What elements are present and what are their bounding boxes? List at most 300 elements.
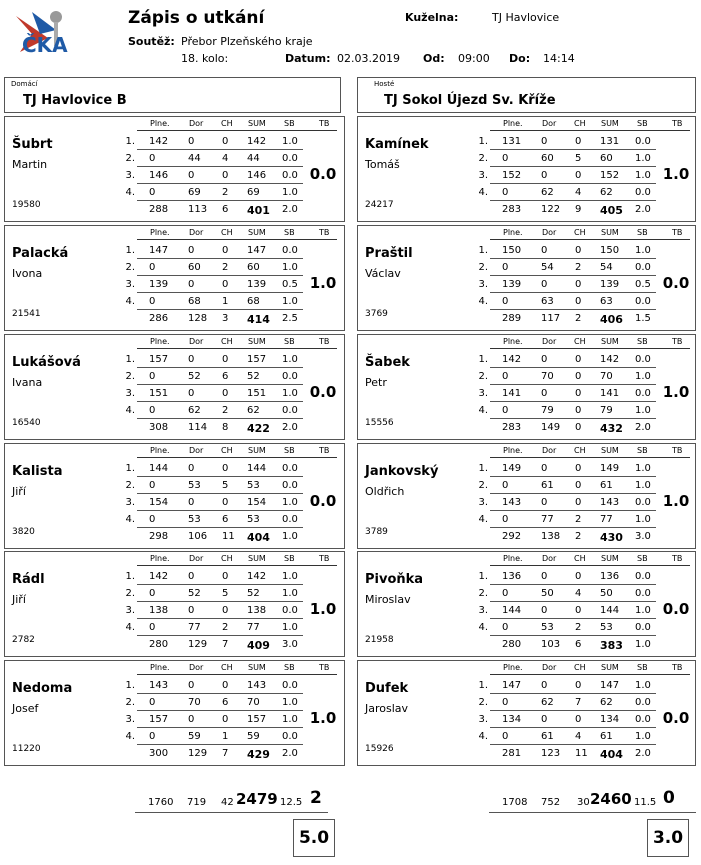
row-number: 1. — [478, 354, 488, 365]
row-number: 4. — [125, 731, 135, 742]
row-value: 1.0 — [282, 187, 298, 198]
total-value: 2.0 — [282, 748, 298, 759]
row-number: 1. — [125, 680, 135, 691]
row-value: 131 — [600, 136, 620, 147]
player-points: 0.0 — [309, 383, 337, 401]
row-value: 0 — [149, 480, 156, 491]
row-number: 4. — [478, 296, 488, 307]
row-value: 0 — [149, 187, 156, 198]
row-value: 139 — [149, 279, 169, 290]
column-header-sum: SUM — [248, 663, 266, 672]
tb-underline — [303, 130, 337, 131]
total-value: 298 — [149, 531, 169, 542]
column-header-sb: SB — [284, 446, 295, 455]
home-final-tb: 2 — [310, 788, 322, 808]
round-label: 18. kolo: — [181, 52, 229, 65]
row-number: 1. — [125, 136, 135, 147]
row-underline — [490, 401, 656, 402]
player-first-name: Václav — [365, 267, 401, 280]
player-points: 1.0 — [309, 600, 337, 618]
row-value: 1.0 — [282, 388, 298, 399]
header-underline — [137, 457, 303, 458]
row-value: 0 — [575, 296, 582, 307]
row-underline — [137, 166, 303, 167]
header-underline — [490, 130, 656, 131]
away-total-line — [489, 812, 696, 813]
row-number: 1. — [478, 463, 488, 474]
column-header-sb: SB — [284, 228, 295, 237]
total-value: 3.0 — [635, 531, 651, 542]
tb-underline — [303, 565, 337, 566]
row-underline — [137, 601, 303, 602]
row-value: 0.0 — [635, 187, 651, 198]
row-value: 136 — [502, 571, 522, 582]
total-value: 2 — [575, 313, 582, 324]
column-header-sb: SB — [284, 119, 295, 128]
away-final-dor: 752 — [541, 797, 561, 808]
row-value: 0 — [188, 136, 195, 147]
row-value: 134 — [600, 714, 620, 725]
row-value: 5 — [222, 588, 229, 599]
column-header-ch: CH — [574, 228, 586, 237]
row-value: 60 — [188, 262, 201, 273]
row-value: 1.0 — [282, 136, 298, 147]
row-underline — [490, 166, 656, 167]
row-value: 0 — [575, 405, 582, 416]
player-first-name: Martin — [12, 158, 48, 171]
total-value: 289 — [502, 313, 522, 324]
column-header-plne: Plne. — [150, 119, 170, 128]
row-value: 2 — [575, 262, 582, 273]
row-value: 154 — [247, 497, 267, 508]
player-surname: Lukášová — [12, 355, 81, 370]
row-value: 144 — [247, 463, 267, 474]
row-value: 149 — [600, 463, 620, 474]
row-value: 0.0 — [282, 405, 298, 416]
row-number: 2. — [125, 153, 135, 164]
row-underline — [137, 183, 303, 184]
column-header-tb: TB — [672, 663, 683, 672]
row-value: 68 — [247, 296, 260, 307]
row-number: 1. — [478, 245, 488, 256]
row-number: 3. — [478, 279, 488, 290]
row-value: 0 — [149, 153, 156, 164]
row-underline — [137, 527, 303, 528]
tb-underline — [656, 348, 690, 349]
player-id: 19580 — [12, 200, 41, 210]
row-value: 0 — [541, 463, 548, 474]
row-number: 2. — [478, 371, 488, 382]
row-value: 69 — [247, 187, 260, 198]
row-number: 3. — [478, 605, 488, 616]
column-header-plne: Plne. — [150, 337, 170, 346]
row-value: 0 — [541, 680, 548, 691]
row-number: 2. — [125, 262, 135, 273]
row-underline — [137, 618, 303, 619]
player-first-name: Jiří — [12, 593, 26, 606]
row-value: 0 — [149, 296, 156, 307]
tb-underline — [656, 565, 690, 566]
column-header-ch: CH — [221, 663, 233, 672]
row-value: 2 — [222, 187, 229, 198]
player-surname: Kalista — [12, 464, 63, 479]
tb-underline — [656, 130, 690, 131]
column-header-sum: SUM — [601, 554, 619, 563]
row-value: 1.0 — [635, 514, 651, 525]
row-value: 142 — [247, 571, 267, 582]
row-value: 0.0 — [635, 571, 651, 582]
row-value: 152 — [502, 170, 522, 181]
column-header-tb: TB — [319, 337, 330, 346]
total-value: 404 — [247, 531, 270, 544]
total-value: 1.0 — [635, 639, 651, 650]
home-player-card — [4, 443, 345, 549]
row-value: 134 — [502, 714, 522, 725]
row-underline — [490, 367, 656, 368]
row-value: 0 — [222, 388, 229, 399]
row-value: 53 — [188, 480, 201, 491]
header-underline — [137, 239, 303, 240]
column-header-sum: SUM — [248, 337, 266, 346]
row-value: 52 — [188, 588, 201, 599]
start-time-label: Od: — [423, 52, 445, 65]
total-value: 123 — [541, 748, 561, 759]
total-value: 3.0 — [282, 639, 298, 650]
column-header-sb: SB — [637, 228, 648, 237]
player-id: 21958 — [365, 635, 394, 645]
row-value: 147 — [149, 245, 169, 256]
total-value: 292 — [502, 531, 522, 542]
header-underline — [490, 674, 656, 675]
column-header-dor: Dor — [189, 446, 204, 455]
row-underline — [137, 493, 303, 494]
row-value: 0 — [575, 571, 582, 582]
column-header-sum: SUM — [601, 337, 619, 346]
home-total-line — [135, 812, 328, 813]
player-points: 1.0 — [662, 165, 690, 183]
row-value: 63 — [600, 296, 613, 307]
end-time-label: Do: — [509, 52, 531, 65]
row-underline — [137, 584, 303, 585]
row-value: 7 — [575, 697, 582, 708]
row-value: 146 — [149, 170, 169, 181]
home-final-plne: 1760 — [148, 797, 174, 808]
player-id: 15926 — [365, 744, 394, 754]
header-underline — [490, 239, 656, 240]
row-value: 142 — [502, 354, 522, 365]
total-value: 2.5 — [282, 313, 298, 324]
start-time-value: 09:00 — [458, 52, 490, 65]
total-value: 2.0 — [282, 204, 298, 215]
row-underline — [137, 200, 303, 201]
row-value: 0 — [188, 388, 195, 399]
row-underline — [490, 510, 656, 511]
away-final-plne: 1708 — [502, 797, 528, 808]
row-value: 0 — [188, 497, 195, 508]
row-value: 0 — [149, 371, 156, 382]
row-value: 0 — [222, 279, 229, 290]
row-value: 0 — [541, 605, 548, 616]
row-number: 3. — [478, 497, 488, 508]
total-value: 405 — [600, 204, 623, 217]
row-underline — [490, 527, 656, 528]
row-value: 1.0 — [635, 605, 651, 616]
row-underline — [137, 635, 303, 636]
row-value: 0 — [222, 571, 229, 582]
column-header-tb: TB — [319, 446, 330, 455]
total-value: 149 — [541, 422, 561, 433]
row-number: 4. — [125, 514, 135, 525]
column-header-dor: Dor — [189, 663, 204, 672]
player-first-name: Oldřich — [365, 485, 405, 498]
total-value: 6 — [575, 639, 582, 650]
row-value: 62 — [541, 697, 554, 708]
player-surname: Rádl — [12, 572, 45, 587]
total-value: 286 — [149, 313, 169, 324]
column-header-plne: Plne. — [503, 337, 523, 346]
row-value: 142 — [600, 354, 620, 365]
column-header-plne: Plne. — [503, 446, 523, 455]
row-underline — [490, 384, 656, 385]
player-points: 0.0 — [662, 709, 690, 727]
player-points: 1.0 — [662, 492, 690, 510]
row-number: 3. — [125, 279, 135, 290]
row-value: 0 — [149, 731, 156, 742]
row-value: 0 — [188, 170, 195, 181]
row-value: 144 — [502, 605, 522, 616]
total-value: 283 — [502, 422, 522, 433]
row-underline — [490, 309, 656, 310]
row-value: 2 — [222, 262, 229, 273]
row-value: 0 — [502, 296, 509, 307]
total-value: 300 — [149, 748, 169, 759]
row-value: 150 — [502, 245, 522, 256]
row-underline — [490, 292, 656, 293]
row-number: 1. — [125, 463, 135, 474]
row-value: 1.0 — [282, 262, 298, 273]
header-underline — [490, 457, 656, 458]
row-value: 0 — [222, 605, 229, 616]
row-value: 0 — [541, 571, 548, 582]
row-underline — [490, 618, 656, 619]
row-value: 0.0 — [282, 605, 298, 616]
column-header-dor: Dor — [542, 337, 557, 346]
column-header-dor: Dor — [189, 119, 204, 128]
tb-underline — [303, 457, 337, 458]
row-value: 0 — [149, 588, 156, 599]
row-value: 50 — [541, 588, 554, 599]
row-value: 0 — [575, 371, 582, 382]
total-value: 114 — [188, 422, 208, 433]
away-final-sb: 11.5 — [634, 797, 657, 808]
row-number: 2. — [478, 480, 488, 491]
row-value: 1.0 — [635, 153, 651, 164]
row-value: 0 — [188, 714, 195, 725]
total-value: 280 — [502, 639, 522, 650]
row-value: 6 — [222, 371, 229, 382]
column-header-tb: TB — [672, 446, 683, 455]
row-value: 131 — [502, 136, 522, 147]
player-points: 0.0 — [309, 492, 337, 510]
away-final-tb: 0 — [663, 788, 675, 808]
row-value: 0 — [541, 136, 548, 147]
row-value: 150 — [600, 245, 620, 256]
row-underline — [137, 476, 303, 477]
page-title: Zápis o utkání — [128, 8, 265, 28]
column-header-ch: CH — [574, 663, 586, 672]
row-value: 0 — [575, 279, 582, 290]
total-value: 429 — [247, 748, 270, 761]
row-value: 61 — [541, 731, 554, 742]
column-header-tb: TB — [672, 119, 683, 128]
row-value: 147 — [502, 680, 522, 691]
total-value: 288 — [149, 204, 169, 215]
row-value: 69 — [188, 187, 201, 198]
row-value: 143 — [149, 680, 169, 691]
row-underline — [490, 493, 656, 494]
away-final-sum: 2460 — [590, 790, 632, 808]
row-value: 1.0 — [282, 497, 298, 508]
row-value: 44 — [247, 153, 260, 164]
row-value: 6 — [222, 697, 229, 708]
column-header-tb: TB — [672, 337, 683, 346]
row-value: 0.0 — [282, 245, 298, 256]
row-value: 0 — [541, 497, 548, 508]
row-value: 4 — [222, 153, 229, 164]
row-value: 0 — [149, 697, 156, 708]
column-header-ch: CH — [574, 119, 586, 128]
row-value: 2 — [575, 514, 582, 525]
column-header-sum: SUM — [248, 554, 266, 563]
column-header-sum: SUM — [601, 228, 619, 237]
row-value: 0 — [502, 262, 509, 273]
away-player-card — [357, 443, 696, 549]
column-header-ch: CH — [574, 337, 586, 346]
total-value: 1.0 — [282, 531, 298, 542]
row-value: 77 — [541, 514, 554, 525]
home-final-ch: 42 — [221, 797, 234, 808]
row-value: 0 — [222, 245, 229, 256]
row-value: 146 — [247, 170, 267, 181]
row-value: 143 — [247, 680, 267, 691]
total-value: 409 — [247, 639, 270, 652]
player-first-name: Petr — [365, 376, 387, 389]
row-value: 0 — [541, 354, 548, 365]
row-number: 2. — [125, 588, 135, 599]
column-header-sb: SB — [637, 663, 648, 672]
row-value: 5 — [575, 153, 582, 164]
column-header-plne: Plne. — [503, 554, 523, 563]
row-value: 0.0 — [282, 480, 298, 491]
total-value: 8 — [222, 422, 229, 433]
row-value: 144 — [149, 463, 169, 474]
row-value: 53 — [188, 514, 201, 525]
row-value: 0 — [502, 480, 509, 491]
row-value: 1.0 — [635, 245, 651, 256]
row-value: 157 — [247, 354, 267, 365]
row-value: 139 — [600, 279, 620, 290]
player-first-name: Jaroslav — [365, 702, 409, 715]
header-underline — [137, 130, 303, 131]
row-value: 154 — [149, 497, 169, 508]
row-number: 2. — [125, 371, 135, 382]
column-header-dor: Dor — [189, 228, 204, 237]
row-value: 62 — [600, 697, 613, 708]
total-value: 414 — [247, 313, 270, 326]
row-value: 0 — [149, 622, 156, 633]
row-value: 1.0 — [635, 405, 651, 416]
row-value: 44 — [188, 153, 201, 164]
row-value: 70 — [600, 371, 613, 382]
player-surname: Palacká — [12, 246, 69, 261]
row-value: 0 — [222, 136, 229, 147]
row-value: 157 — [149, 354, 169, 365]
column-header-sb: SB — [637, 119, 648, 128]
row-underline — [137, 401, 303, 402]
row-value: 0 — [502, 697, 509, 708]
total-value: 422 — [247, 422, 270, 435]
row-value: 0 — [575, 680, 582, 691]
total-value: 103 — [541, 639, 561, 650]
total-value: 432 — [600, 422, 623, 435]
home-player-card — [4, 334, 345, 440]
row-value: 5 — [222, 480, 229, 491]
row-underline — [490, 727, 656, 728]
row-value: 151 — [247, 388, 267, 399]
row-value: 70 — [541, 371, 554, 382]
total-value: 280 — [149, 639, 169, 650]
away-team-name: TJ Sokol Újezd Sv. Kříže — [384, 93, 556, 108]
row-number: 4. — [125, 296, 135, 307]
column-header-plne: Plne. — [503, 663, 523, 672]
row-underline — [137, 309, 303, 310]
row-value: 59 — [247, 731, 260, 742]
row-number: 4. — [478, 514, 488, 525]
row-value: 0 — [502, 514, 509, 525]
row-underline — [137, 510, 303, 511]
row-value: 77 — [247, 622, 260, 633]
row-number: 3. — [125, 497, 135, 508]
row-value: 0 — [575, 170, 582, 181]
row-value: 52 — [247, 371, 260, 382]
row-value: 60 — [541, 153, 554, 164]
row-underline — [490, 584, 656, 585]
column-header-ch: CH — [574, 554, 586, 563]
away-player-card — [357, 116, 696, 222]
home-player-card — [4, 660, 345, 766]
row-value: 157 — [247, 714, 267, 725]
row-value: 0.0 — [635, 714, 651, 725]
row-value: 1.0 — [282, 296, 298, 307]
player-id: 3789 — [365, 527, 388, 537]
column-header-dor: Dor — [542, 446, 557, 455]
total-value: 281 — [502, 748, 522, 759]
row-value: 61 — [541, 480, 554, 491]
row-value: 139 — [502, 279, 522, 290]
row-value: 152 — [600, 170, 620, 181]
row-value: 0.0 — [282, 371, 298, 382]
row-number: 2. — [478, 588, 488, 599]
row-number: 4. — [478, 622, 488, 633]
competition-label: Soutěž: — [128, 35, 175, 48]
row-value: 0.0 — [635, 354, 651, 365]
row-number: 1. — [125, 245, 135, 256]
row-value: 0.0 — [635, 697, 651, 708]
player-first-name: Ivona — [12, 267, 43, 280]
row-value: 52 — [247, 588, 260, 599]
total-value: 129 — [188, 639, 208, 650]
row-underline — [490, 601, 656, 602]
